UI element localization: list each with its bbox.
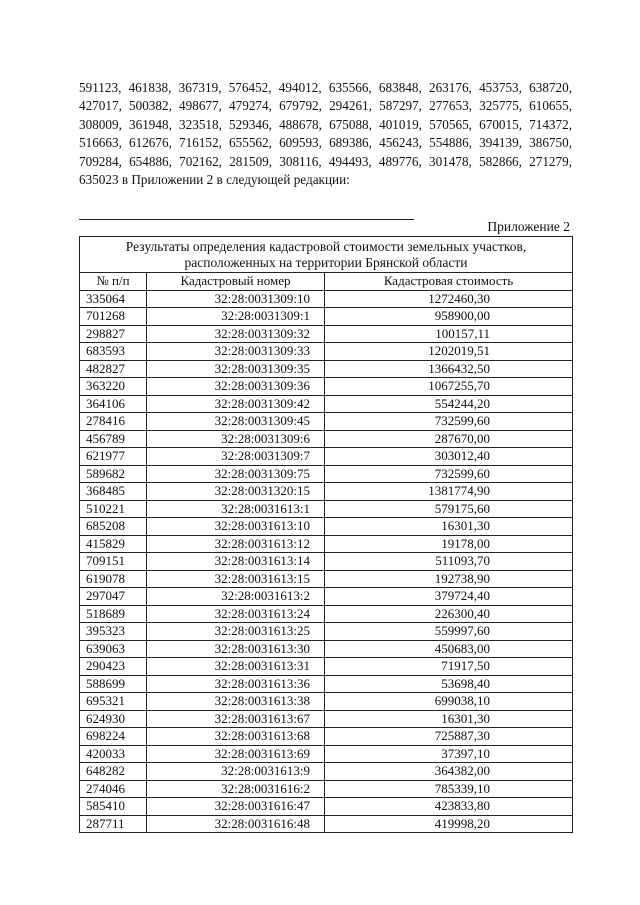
table-row: [80, 798, 573, 816]
cadastral-number: 32:28:0031613:1: [147, 500, 325, 518]
row-number: 456789: [80, 430, 147, 448]
cadastral-value: 699038,10: [325, 693, 573, 711]
row-number: 297047: [80, 588, 147, 606]
row-number: 624930: [80, 710, 147, 728]
table-title-line-1: Результаты определения кадастровой стоимости земельных участков,: [125, 239, 527, 254]
row-number: 420033: [80, 745, 147, 763]
cadastral-number: 32:28:0031616:47: [147, 798, 325, 816]
separator-line: [79, 219, 414, 220]
table-row: [80, 483, 573, 501]
cadastral-value: 226300,40: [325, 605, 573, 623]
cadastral-number: 32:28:0031613:10: [147, 518, 325, 536]
row-number: 685208: [80, 518, 147, 536]
appendix-label: Приложение 2: [487, 219, 570, 234]
cadastral-number: 32:28:0031613:36: [147, 675, 325, 693]
cadastral-number: 32:28:0031309:36: [147, 378, 325, 396]
table-title: [80, 237, 573, 273]
cadastral-number: 32:28:0031309:10: [147, 290, 325, 308]
cadastral-number: 32:28:0031309:6: [147, 430, 325, 448]
table-body: [80, 290, 573, 833]
row-number: 589682: [80, 465, 147, 483]
row-number: 518689: [80, 605, 147, 623]
cadastral-number: 32:28:0031613:14: [147, 553, 325, 571]
table-row: [80, 290, 573, 308]
intro-paragraph: 591123, 461838, 367319, 576452, 494012, 635566, 683848, 263176, 453753, 638720, 427017, 500382, 498677, 479274, 679792, 294261, 587297, 277653, 325775, 610655, 308009, 361948, 323518, 529346, 488678, 675088, 401019, 570565, 670015, 714372, 516663, 612676, 716152, 655562, 609593, 689386, 456243, 554886, 394139, 386750, 709284, 654886, 702162, 281509, 308116, 494493, 489776, 301478, 582866, 271279, 635023 в Приложении 2 в следующей редакции:: [79, 80, 572, 188]
table-row: [80, 535, 573, 553]
table-row: [80, 780, 573, 798]
cadastral-number: 32:28:0031613:68: [147, 728, 325, 746]
cadastral-number: 32:28:0031613:30: [147, 640, 325, 658]
cadastral-number: 32:28:0031613:15: [147, 570, 325, 588]
row-number: 290423: [80, 658, 147, 676]
cadastral-number: 32:28:0031309:33: [147, 343, 325, 361]
cadastral-number: 32:28:0031309:32: [147, 325, 325, 343]
cadastral-number: 32:28:0031309:42: [147, 395, 325, 413]
cadastral-number: 32:28:0031613:2: [147, 588, 325, 606]
cadastral-value: 379724,40: [325, 588, 573, 606]
cadastral-number: 32:28:0031613:69: [147, 745, 325, 763]
cadastral-value: 725887,30: [325, 728, 573, 746]
table-title-row: [80, 237, 573, 273]
row-number: 368485: [80, 483, 147, 501]
cadastral-value: 53698,40: [325, 675, 573, 693]
row-number: 278416: [80, 413, 147, 431]
cadastral-value: 559997,60: [325, 623, 573, 641]
table-row: [80, 413, 573, 431]
row-number: 683593: [80, 343, 147, 361]
table-row: [80, 815, 573, 833]
row-number: 619078: [80, 570, 147, 588]
cadastral-number: 32:28:0031613:9: [147, 763, 325, 781]
table-row: [80, 360, 573, 378]
table-row: [80, 763, 573, 781]
cadastral-value: 785339,10: [325, 780, 573, 798]
row-number: 363220: [80, 378, 147, 396]
row-number: 482827: [80, 360, 147, 378]
cadastral-value-table: [79, 236, 573, 833]
cadastral-value: 37397,10: [325, 745, 573, 763]
row-number: 695321: [80, 693, 147, 711]
cadastral-value: 1381774,90: [325, 483, 573, 501]
cadastral-value: 16301,30: [325, 710, 573, 728]
table-row: [80, 605, 573, 623]
cadastral-number: 32:28:0031613:67: [147, 710, 325, 728]
cadastral-value: 423833,80: [325, 798, 573, 816]
row-number: 709151: [80, 553, 147, 571]
cadastral-number: 32:28:0031309:35: [147, 360, 325, 378]
cadastral-number: 32:28:0031616:2: [147, 780, 325, 798]
cadastral-value: 554244,20: [325, 395, 573, 413]
cadastral-number: 32:28:0031613:12: [147, 535, 325, 553]
row-number: 364106: [80, 395, 147, 413]
table-row: [80, 448, 573, 466]
table-row: [80, 325, 573, 343]
table-row: [80, 658, 573, 676]
cadastral-number: 32:28:0031309:75: [147, 465, 325, 483]
cadastral-value: 287670,00: [325, 430, 573, 448]
column-header-cadastral-value: Кадастровая стоимость: [325, 273, 573, 291]
cadastral-value: 303012,40: [325, 448, 573, 466]
row-number: 510221: [80, 500, 147, 518]
table-row: [80, 308, 573, 326]
table-row: [80, 430, 573, 448]
row-number: 701268: [80, 308, 147, 326]
table-row: [80, 500, 573, 518]
cadastral-value: 450683,00: [325, 640, 573, 658]
table-title-line-2: расположенных на территории Брянской области: [184, 255, 468, 270]
column-header-number: № п/п: [80, 273, 147, 291]
row-number: 274046: [80, 780, 147, 798]
table-row: [80, 728, 573, 746]
cadastral-value: 958900,00: [325, 308, 573, 326]
cadastral-number: 32:28:0031309:1: [147, 308, 325, 326]
table-header-row: [80, 273, 573, 291]
cadastral-number: 32:28:0031613:24: [147, 605, 325, 623]
table-row: [80, 395, 573, 413]
cadastral-value: 192738,90: [325, 570, 573, 588]
row-number: 588699: [80, 675, 147, 693]
table-row: [80, 693, 573, 711]
table-row: [80, 710, 573, 728]
table-row: [80, 640, 573, 658]
cadastral-number: 32:28:0031616:48: [147, 815, 325, 833]
row-number: 585410: [80, 798, 147, 816]
table-row: [80, 343, 573, 361]
column-header-cadastral-number: Кадастровый номер: [147, 273, 325, 291]
cadastral-value: 71917,50: [325, 658, 573, 676]
row-number: 298827: [80, 325, 147, 343]
table-row: [80, 465, 573, 483]
cadastral-value: 732599,60: [325, 413, 573, 431]
table-row: [80, 570, 573, 588]
cadastral-value: 100157,11: [325, 325, 573, 343]
cadastral-number: 32:28:0031320:15: [147, 483, 325, 501]
table-row: [80, 623, 573, 641]
cadastral-number: 32:28:0031613:25: [147, 623, 325, 641]
cadastral-value: 732599,60: [325, 465, 573, 483]
cadastral-value: 16301,30: [325, 518, 573, 536]
row-number: 648282: [80, 763, 147, 781]
row-number: 621977: [80, 448, 147, 466]
table-row: [80, 553, 573, 571]
row-number: 395323: [80, 623, 147, 641]
cadastral-value: 1272460,30: [325, 290, 573, 308]
cadastral-number: 32:28:0031613:31: [147, 658, 325, 676]
table-row: [80, 378, 573, 396]
table-row: [80, 675, 573, 693]
table-row: [80, 745, 573, 763]
cadastral-value: 364382,00: [325, 763, 573, 781]
cadastral-value: 1366432,50: [325, 360, 573, 378]
cadastral-number: 32:28:0031613:38: [147, 693, 325, 711]
row-number: 415829: [80, 535, 147, 553]
cadastral-value: 1202019,51: [325, 343, 573, 361]
cadastral-value: 579175,60: [325, 500, 573, 518]
table-row: [80, 588, 573, 606]
row-number: 639063: [80, 640, 147, 658]
row-number: 698224: [80, 728, 147, 746]
cadastral-value: 419998,20: [325, 815, 573, 833]
cadastral-number: 32:28:0031309:45: [147, 413, 325, 431]
row-number: 335064: [80, 290, 147, 308]
cadastral-value: 19178,00: [325, 535, 573, 553]
table-row: [80, 518, 573, 536]
cadastral-value: 511093,70: [325, 553, 573, 571]
cadastral-number: 32:28:0031309:7: [147, 448, 325, 466]
row-number: 287711: [80, 815, 147, 833]
cadastral-value: 1067255,70: [325, 378, 573, 396]
